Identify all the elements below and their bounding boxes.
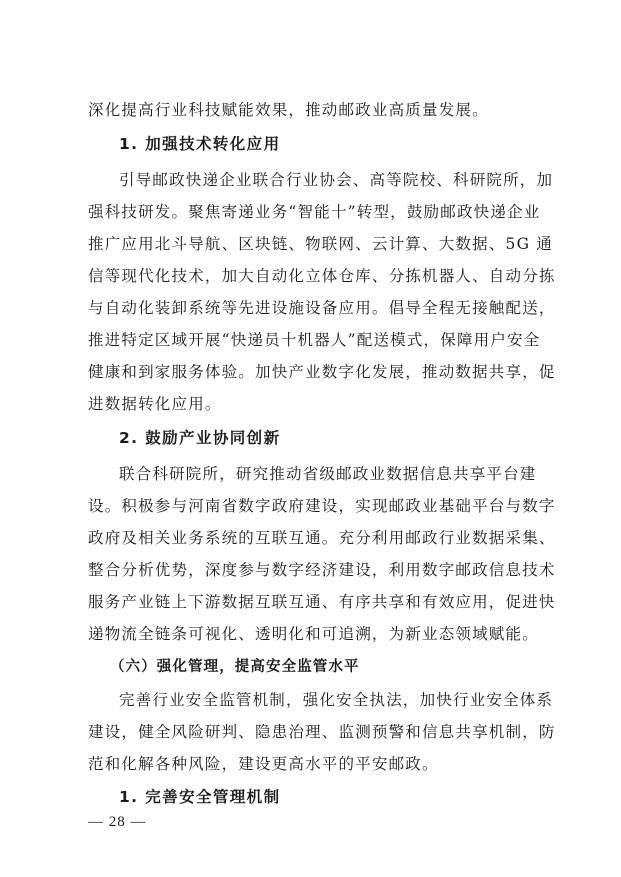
page-number: — 28 — [88,814,147,830]
paragraph-line: 强科技研发。聚焦寄递业务“智能十”转型，鼓励邮政快递企业 [88,203,541,221]
paragraph-line: 范和化解各种风险，建设更高水平的平安邮政。 [88,755,439,773]
paragraph-line: 进数据转化应用。 [88,395,222,413]
heading-industry-collaboration: 2. 鼓励产业协同创新 [119,429,281,447]
paragraph-line: 建设，健全风险研判、隐患治理、监测预警和信息共享机制，防 [88,723,556,741]
heading-tech-transfer: 1. 加强技术转化应用 [119,135,281,153]
paragraph-line: 深化提高行业科技赋能效果，推动邮政业高质量发展。 [88,101,489,119]
section-heading-safety: （六）强化管理，提高安全监管水平 [110,659,360,675]
paragraph-line: 政府及相关业务系统的互联互通。充分利用邮政行业数据采集、 [88,529,556,547]
paragraph-line: 健康和到家服务体验。加快产业数字化发展，推动数据共享，促 [88,363,556,381]
paragraph-line: 设。积极参与河南省数字政府建设，实现邮政业基础平台与数字 [88,497,556,515]
paragraph-line: 推广应用北斗导航、区块链、物联网、云计算、大数据、5G 通 [88,235,553,253]
paragraph-line: 引导邮政快递企业联合行业协会、高等院校、科研院所，加 [119,171,554,189]
heading-safety-management: 1. 完善安全管理机制 [119,788,281,806]
paragraph-line: 联合科研院所，研究推动省级邮政业数据信息共享平台建 [119,465,537,483]
paragraph-line: 服务产业链上下游数据互联互通、有序共享和有效应用，促进快 [88,593,556,611]
paragraph-line: 推进特定区域开展“快递员十机器人”配送模式，保障用户安全 [88,331,541,349]
paragraph-line: 信等现代化技术，加大自动化立体仓库、分拣机器人、自动分拣 [88,267,556,285]
paragraph-line: 递物流全链条可视化、透明化和可追溯，为新业态领域赋能。 [88,625,539,643]
paragraph-line: 完善行业安全监管机制，强化安全执法，加快行业安全体系 [119,691,554,709]
paragraph-line: 与自动化装卸系统等先进设施设备应用。倡导全程无接触配送， [88,299,556,317]
paragraph-line: 整合分析优势，深度参与数字经济建设，利用数字邮政信息技术 [88,561,556,579]
